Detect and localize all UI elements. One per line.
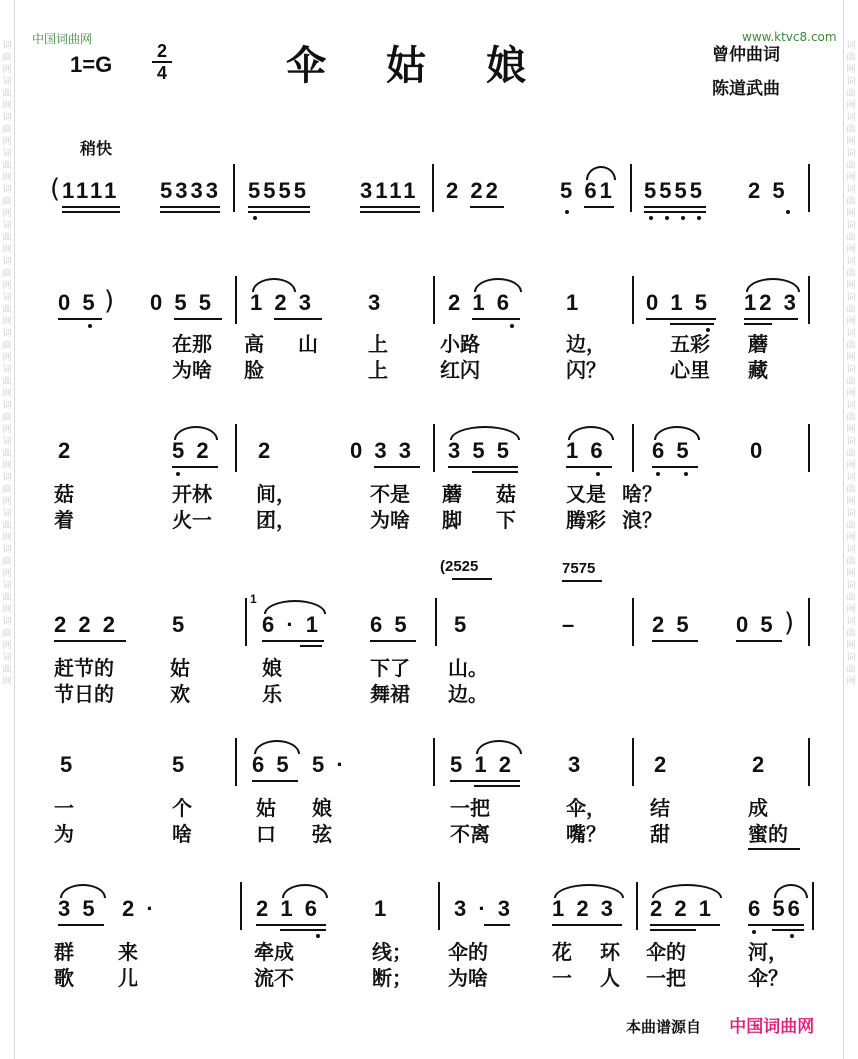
time-signature-bottom: 4 (156, 63, 167, 83)
note-group: 5 (172, 752, 188, 777)
note-group: 0 3 3 (350, 438, 414, 463)
lyric-v1: 线； (372, 940, 412, 964)
staff-row-3 (0, 438, 858, 532)
barline (812, 882, 814, 930)
lyric-v2: 甜 (650, 822, 670, 846)
underline (650, 929, 696, 931)
underline (58, 924, 104, 926)
low-octave-dot (510, 324, 514, 328)
lyric-v2: 一 (552, 966, 572, 990)
note-group: 0 5 (736, 612, 776, 637)
repeat-paren-close: ) (104, 286, 115, 316)
note-group: 2 1 6 (256, 896, 320, 921)
note-group: 6 5 (652, 438, 692, 463)
note-group: 3 · 3 (454, 896, 514, 921)
slur (774, 884, 808, 898)
underline (62, 206, 120, 208)
lyric-v1: 五彩 (670, 332, 710, 356)
underline (256, 924, 326, 926)
underline (470, 206, 504, 208)
low-octave-dot (665, 216, 669, 220)
lyric-v2: 断； (372, 966, 412, 990)
lyric-v1: 娘 (262, 656, 282, 680)
slur (252, 278, 296, 292)
underline (744, 318, 798, 320)
watermark-right: www.ktvc8.com (742, 30, 837, 44)
low-octave-dot (649, 216, 653, 220)
low-octave-dot (596, 472, 600, 476)
staff-row-1 (0, 174, 858, 218)
lyric-v2: 欢 (170, 682, 190, 706)
lyric-v2: 伞？ (748, 966, 788, 990)
underline (280, 929, 326, 931)
underline (374, 466, 420, 468)
low-octave-dot (88, 324, 92, 328)
watermark-left: 中国词曲网 (32, 32, 93, 46)
underline (474, 785, 520, 787)
lyric-v2: 为啥 (172, 358, 212, 382)
note-group: 5 61 (560, 178, 615, 203)
underline (160, 211, 220, 213)
barline (233, 164, 235, 212)
slur (282, 884, 328, 898)
lyric-v2: 脸 (244, 358, 264, 382)
lyric-v2: 流不 (254, 966, 294, 990)
barline (432, 164, 434, 212)
underline (584, 206, 614, 208)
underline (370, 640, 416, 642)
slur (554, 884, 624, 898)
lyric-v1: 不是 (370, 482, 410, 506)
note-group: 2 5 (652, 612, 692, 637)
lyric-v1: 山 (298, 332, 318, 356)
composer-credit: 陈道武曲 (712, 79, 780, 99)
barline (433, 738, 435, 786)
barline (438, 882, 440, 930)
repeat-paren-open: ( (50, 174, 61, 204)
underline (772, 929, 804, 931)
source-label: 本曲谱源自 (626, 1018, 702, 1036)
lyric-v2: 火一 (172, 508, 212, 532)
barline (235, 738, 237, 786)
underline (174, 318, 222, 320)
barline (435, 598, 437, 646)
underline (652, 466, 698, 468)
lyric-v2: 为啥 (448, 966, 488, 990)
underline (448, 466, 518, 468)
note-group: 3 (368, 290, 384, 315)
staff-row-4 (0, 592, 858, 706)
lyric-v2: 心里 (670, 358, 710, 382)
lyric-v2: 弦 (312, 822, 332, 846)
note-group: 1 (374, 896, 390, 921)
time-signature (152, 42, 172, 82)
slur (254, 740, 300, 754)
lyric-v2: 不离 (450, 822, 490, 846)
note-group: 1 (566, 290, 582, 315)
lyric-v1: 个 (172, 796, 192, 820)
underline (552, 924, 622, 926)
note-group: 5 1 2 (450, 752, 514, 777)
low-octave-dot (253, 216, 257, 220)
lyric-v1: 一把 (450, 796, 490, 820)
song-title: 伞姑娘 (286, 42, 586, 89)
barline (630, 164, 632, 212)
lyric-v1: 成 (748, 796, 768, 820)
underline (650, 924, 720, 926)
lyric-v1: 在那 (172, 332, 212, 356)
lyric-v1: 上 (368, 332, 388, 356)
underline (748, 924, 804, 926)
staff-row-6 (0, 896, 858, 990)
underline (248, 206, 310, 208)
note-group: 6 · 1 (262, 612, 322, 637)
slur (652, 884, 722, 898)
repeat-paren-close: ) (784, 608, 795, 638)
note-group: 0 5 (58, 290, 98, 315)
left-margin-text: 词曲网词曲网词曲网词曲网词曲网词曲网词曲网词曲网词曲网词曲网词曲网词曲网词曲网词曲网词曲网词曲网词曲网词曲网 (2, 41, 12, 687)
lyric-v2: 闪？ (566, 358, 606, 382)
slur (746, 278, 800, 292)
underline (670, 323, 714, 325)
tempo-marking: 稍快 (80, 139, 113, 158)
underline (484, 924, 510, 926)
note-group: 1 2 3 (552, 896, 616, 921)
underline (736, 640, 782, 642)
note-group: 3111 (360, 178, 419, 203)
lyric-v1: 结 (650, 796, 670, 820)
barline (636, 882, 638, 930)
underline (450, 780, 520, 782)
note-group: – (562, 612, 578, 637)
barline (808, 424, 810, 472)
time-signature-top: 2 (156, 41, 167, 61)
note-group: 1111 (62, 178, 120, 203)
ornament-figure: 7575 (562, 560, 596, 577)
slur (60, 884, 106, 898)
lyric-v1: 高 (244, 332, 264, 356)
note-group: 3 (568, 752, 584, 777)
underline (644, 211, 706, 213)
low-octave-dot (786, 210, 790, 214)
low-octave-dot (565, 210, 569, 214)
barline (632, 598, 634, 646)
lyric-v1: 蘑 (748, 332, 768, 356)
lyric-v2: 啥 (172, 822, 192, 846)
underline (160, 206, 220, 208)
low-octave-dot (316, 934, 320, 938)
lyric-v2: 上 (368, 358, 388, 382)
lyric-v1: 下了 (370, 656, 410, 680)
underline (54, 640, 126, 642)
lyric-v2: 红闪 (440, 358, 480, 382)
underline (262, 640, 324, 642)
barline (808, 164, 810, 212)
lyric-v2: 嘴？ (566, 822, 606, 846)
lyric-v1: 啥？ (622, 482, 662, 506)
lyric-v1: 蘑 (442, 482, 462, 506)
slur (568, 426, 614, 440)
lyric-v1: 娘 (312, 796, 332, 820)
slur (586, 166, 616, 180)
note-group: 3 5 5 (448, 438, 512, 463)
underline (562, 580, 602, 582)
lyric-v1: 花 (552, 940, 572, 964)
lyric-v1: 群 (54, 940, 74, 964)
underline (172, 466, 218, 468)
lyric-v1: 伞的 (448, 940, 488, 964)
slur (450, 426, 520, 440)
note-group: 5 (60, 752, 76, 777)
lyric-v1: 菇 (496, 482, 516, 506)
underline (62, 211, 120, 213)
underline (452, 578, 492, 580)
note-group: 2 (58, 438, 74, 463)
lyric-v2: 一把 (646, 966, 686, 990)
underline (652, 640, 698, 642)
lyric-v2: 节日的 (54, 682, 114, 706)
grace-note: 1 (250, 592, 257, 606)
lyric-v2: 儿 (118, 966, 138, 990)
staff-row-2 (0, 286, 858, 382)
underline (360, 206, 420, 208)
lyric-v1: 姑 (170, 656, 190, 680)
note-group: 2 (752, 752, 768, 777)
barline (808, 598, 810, 646)
slur (474, 278, 522, 292)
key-signature: 1=G (70, 52, 113, 77)
barline (632, 424, 634, 472)
lyric-v2: 蜜的 (748, 822, 788, 846)
underline (472, 471, 518, 473)
lyric-v1: 伞的 (646, 940, 686, 964)
lyric-v1: 菇 (54, 482, 74, 506)
low-octave-dot (790, 934, 794, 938)
lyric-v2: 藏 (748, 358, 768, 382)
lyric-v2: 边。 (448, 682, 488, 706)
note-group: 5333 (160, 178, 221, 203)
lyric-v2: 为 (54, 822, 74, 846)
note-group: 6 56 (748, 896, 803, 921)
barline (235, 424, 237, 472)
slur (476, 740, 522, 754)
slur (174, 426, 218, 440)
underline (566, 466, 612, 468)
barline (245, 598, 247, 646)
barline (808, 276, 810, 324)
lyric-v1: 河， (748, 940, 788, 964)
underline (646, 318, 716, 320)
lyric-v2: 舞裙 (370, 682, 410, 706)
lyric-v2: 为啥 (370, 508, 410, 532)
lyric-v1: 一 (54, 796, 74, 820)
note-group: 1 2 3 (250, 290, 314, 315)
barline (632, 738, 634, 786)
low-octave-dot (697, 216, 701, 220)
note-group: 5 (172, 612, 188, 637)
underline (360, 211, 420, 213)
lyric-v2: 团， (256, 508, 296, 532)
source-credit (626, 1012, 814, 1037)
lyric-v2: 人 (600, 966, 620, 990)
note-group: 2 1 6 (448, 290, 512, 315)
low-octave-dot (681, 216, 685, 220)
note-group: 0 1 5 (646, 290, 710, 315)
note-group: 1 6 (566, 438, 606, 463)
note-group: 0 (750, 438, 766, 463)
source-site-link[interactable]: 中国词曲网 (729, 1017, 815, 1037)
note-group: 2 5 (748, 178, 788, 203)
underline (744, 323, 772, 325)
note-group: 5555 (644, 178, 705, 203)
note-group: 2 · (122, 896, 157, 921)
lyric-v1: 间， (256, 482, 296, 506)
note-group: 5 2 (172, 438, 212, 463)
barline (433, 424, 435, 472)
lyric-v2: 下 (496, 508, 516, 532)
staff-row-5 (0, 752, 858, 846)
lyric-v1: 来 (118, 940, 138, 964)
lyric-v1: 伞， (566, 796, 606, 820)
lyric-v2: 歌 (54, 966, 74, 990)
underline (472, 318, 520, 320)
note-group: 3 5 (58, 896, 98, 921)
lyric-v1: 赶节的 (54, 656, 114, 680)
barline (235, 276, 237, 324)
underline (274, 318, 322, 320)
right-margin-text: 词曲网词曲网词曲网词曲网词曲网词曲网词曲网词曲网词曲网词曲网词曲网词曲网词曲网词曲网词曲网词曲网词曲网词曲网 (846, 41, 856, 687)
low-octave-dot (176, 472, 180, 476)
note-group: 2 (654, 752, 670, 777)
lyric-v1: 又是 (566, 482, 606, 506)
note-group: 12 3 (744, 290, 799, 315)
note-group: 5 · (312, 752, 347, 777)
underline (58, 318, 102, 320)
note-group: 6 5 (252, 752, 292, 777)
lyricist-credit: 曾仲曲词 (712, 45, 780, 65)
slur (654, 426, 700, 440)
barline (808, 738, 810, 786)
underline (252, 780, 298, 782)
lyric-v2: 脚 (442, 508, 462, 532)
low-octave-dot (656, 472, 660, 476)
lyric-v1: 环 (600, 940, 620, 964)
note-group: 6 5 (370, 612, 410, 637)
note-group: 2 (258, 438, 274, 463)
note-group: 2 22 (446, 178, 501, 203)
underline (248, 211, 310, 213)
lyric-v2: 口 (256, 822, 276, 846)
lyric-v1: 姑 (256, 796, 276, 820)
note-group: 2 2 2 (54, 612, 118, 637)
barline (433, 276, 435, 324)
lyric-underline (748, 848, 800, 850)
note-group: 0 5 5 (150, 290, 214, 315)
lyric-v1: 牵成 (254, 940, 294, 964)
note-group: 2 2 1 (650, 896, 714, 921)
lyric-v2: 浪？ (622, 508, 662, 532)
lyric-v1: 开林 (172, 482, 212, 506)
underline (300, 645, 322, 647)
note-group: 5555 (248, 178, 309, 203)
lyric-v2: 着 (54, 508, 74, 532)
lyric-v1: 山。 (448, 656, 488, 680)
underline (644, 206, 706, 208)
low-octave-dot (752, 930, 756, 934)
barline (632, 276, 634, 324)
note-group: 5 (454, 612, 470, 637)
ornament-figure: (2525 (440, 558, 479, 575)
lyric-v2: 腾彩 (566, 508, 606, 532)
lyric-v1: 边， (566, 332, 606, 356)
lyric-v1: 小路 (440, 332, 480, 356)
barline (240, 882, 242, 930)
lyric-v2: 乐 (262, 682, 282, 706)
low-octave-dot (684, 472, 688, 476)
slur (264, 600, 326, 614)
